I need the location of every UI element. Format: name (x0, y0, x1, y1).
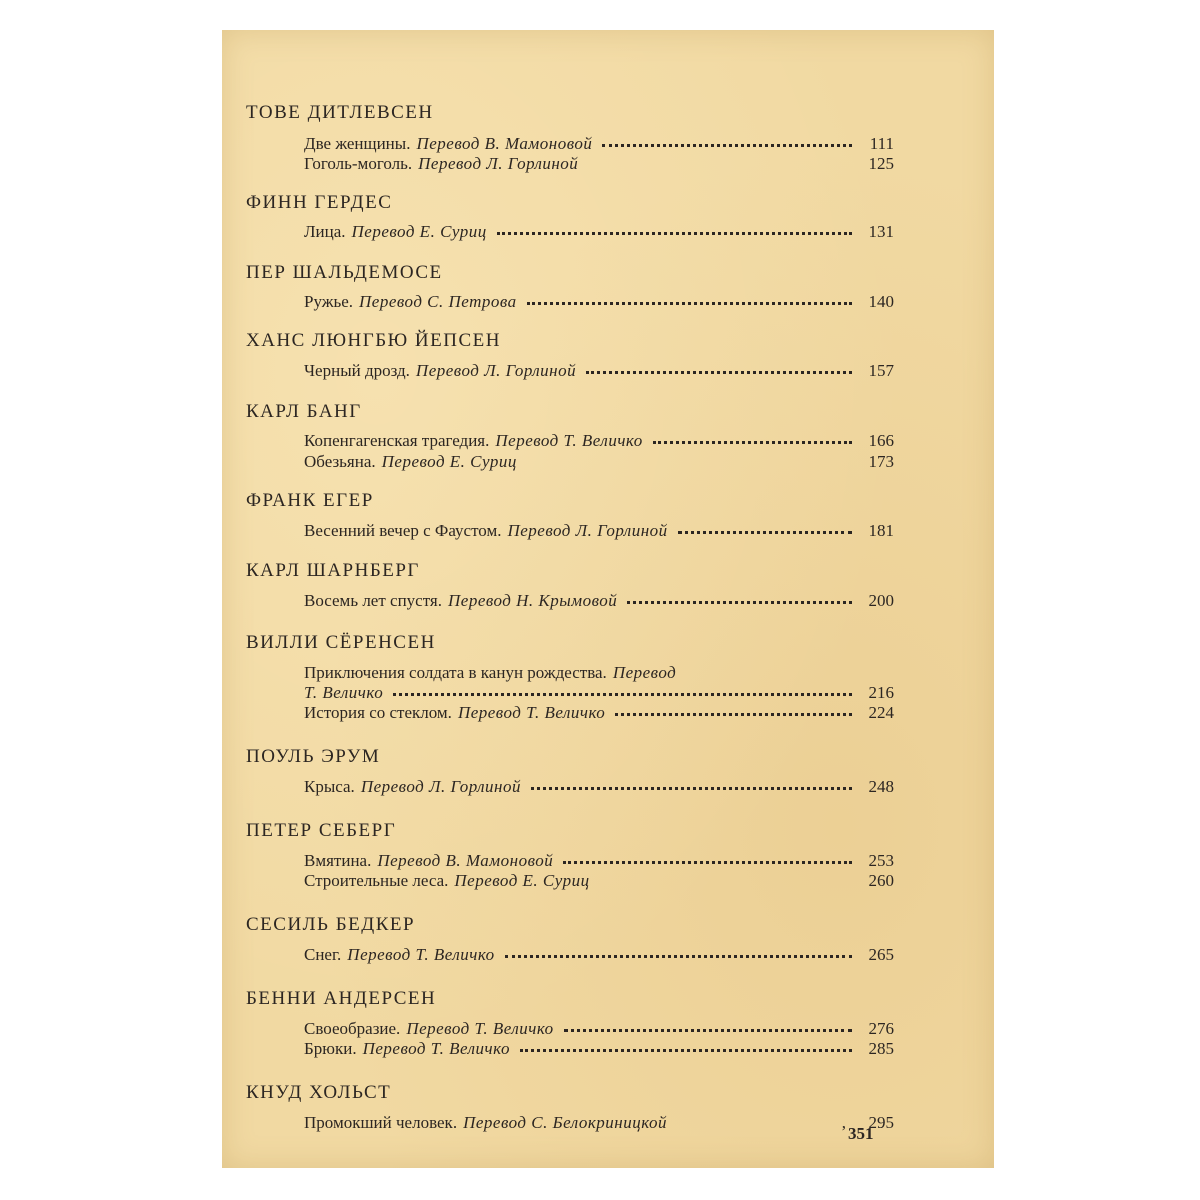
toc-entry (304, 591, 894, 611)
page-ref: 166 (868, 431, 894, 450)
toc-entry (304, 945, 894, 965)
toc-entry (304, 663, 894, 683)
story-title: Две женщины. (304, 134, 411, 153)
story-title: Брюки. (304, 1039, 357, 1058)
leader-dots (678, 531, 852, 534)
author-heading: ВИЛЛИ СЁРЕНСЕН (246, 632, 436, 653)
leader-dots (563, 861, 852, 864)
leader-dots (564, 1029, 852, 1032)
author-heading: ТОВЕ ДИТЛЕВСЕН (246, 102, 434, 123)
toc-entry (304, 871, 894, 891)
toc-entry (304, 361, 894, 381)
translator: Перевод В. Мамоновой (377, 851, 554, 870)
translator: Перевод Л. Горлиной (360, 777, 521, 796)
leader-dots (497, 232, 852, 235)
toc-entry (304, 521, 894, 541)
translator: Перевод Е. Суриц (381, 452, 517, 471)
toc-entry (304, 431, 894, 451)
page-ref: 276 (868, 1019, 894, 1038)
story-title: Строительные леса. (304, 871, 449, 890)
author-heading: ХАНС ЛЮНГБЮ ЙЕПСЕН (246, 330, 501, 351)
author-heading: ПЕР ШАЛЬДЕМОСЕ (246, 262, 443, 283)
author-heading: ФИНН ГЕРДЕС (246, 192, 393, 213)
leader-dots (653, 441, 852, 444)
leader-dots (615, 713, 852, 716)
page-ref: 140 (868, 292, 894, 311)
page-ref: 285 (868, 1039, 894, 1058)
story-title: Обезьяна. (304, 452, 376, 471)
toc-entry (304, 703, 894, 723)
translator: Перевод Т. Величко (406, 1019, 554, 1038)
leader-dots (602, 144, 852, 147)
toc-entry (304, 452, 894, 472)
story-title: Гоголь-моголь. (304, 154, 413, 173)
page-ref: 295 (868, 1113, 894, 1132)
page-ref: 253 (868, 851, 894, 870)
story-title: Весенний вечер с Фаустом. (304, 521, 502, 540)
translator: Перевод Т. Величко (347, 945, 495, 964)
author-heading: ФРАНК ЕГЕР (246, 490, 374, 511)
page-ref: 200 (868, 591, 894, 610)
toc-entry (304, 683, 894, 703)
story-title: Снег. (304, 945, 342, 964)
author-heading: КАРЛ ШАРНБЕРГ (246, 560, 420, 581)
toc-entry (304, 1039, 894, 1059)
author-heading: БЕННИ АНДЕРСЕН (246, 988, 437, 1009)
page-ref: 224 (868, 703, 894, 722)
author-heading: КАРЛ БАНГ (246, 401, 362, 422)
page-ref: 216 (868, 683, 894, 702)
leader-dots (586, 371, 852, 374)
page-ref: 181 (868, 521, 894, 540)
author-heading: КНУД ХОЛЬСТ (246, 1082, 392, 1103)
page-ref: 248 (868, 777, 894, 796)
toc-entry (304, 851, 894, 871)
translator: Перевод Л. Горлиной (418, 154, 579, 173)
translator: Т. Величко (304, 683, 384, 702)
page-ref: 111 (869, 134, 894, 153)
translator: Перевод В. Мамоновой (416, 134, 593, 153)
author-heading: ПЕТЕР СЕБЕРГ (246, 820, 397, 841)
story-title: Черный дрозд. (304, 361, 410, 380)
story-title: Копенгагенская трагедия. (304, 431, 490, 450)
toc-entry (304, 777, 894, 797)
leader-dots (531, 787, 852, 790)
toc-entry (304, 222, 894, 242)
translator: Перевод Т. Величко (495, 431, 643, 450)
toc-entry (304, 154, 894, 174)
story-title: Восемь лет спустя. (304, 591, 442, 610)
story-title: Лица. (304, 222, 346, 241)
story-title: Промокший человек. (304, 1113, 458, 1132)
translator: Перевод Т. Величко (457, 703, 606, 722)
page-number: 351 (848, 1124, 874, 1143)
page-ref: 265 (868, 945, 894, 964)
page-ref: 125 (868, 154, 894, 173)
toc-entry: Промокший человек. Перевод С. Белокриницкой , 295 (304, 1113, 894, 1132)
translator: Перевод Л. Горлиной (507, 521, 668, 540)
toc-entry (304, 134, 894, 154)
story-title: Своеобразие. (304, 1019, 401, 1038)
book-page (222, 30, 994, 1168)
translator: Перевод Н. Крымовой (448, 591, 618, 610)
translator: Перевод С. Петрова (359, 292, 517, 311)
story-title: Приключения солдата в канун рождества. (304, 663, 607, 682)
author-heading: СЕСИЛЬ БЕДКЕР (246, 914, 416, 935)
story-title: Ружье. (304, 292, 354, 311)
translator: Перевод (612, 663, 677, 682)
translator: Перевод Е. Суриц (351, 222, 487, 241)
story-title: История со стеклом. (304, 703, 452, 722)
leader-dots (520, 1049, 852, 1052)
leader-dots (627, 601, 852, 604)
page-ref: 260 (868, 871, 894, 890)
author-heading: ПОУЛЬ ЭРУМ (246, 746, 381, 767)
page-ref: 131 (868, 222, 894, 241)
translator: Перевод С. Белокриницкой (463, 1113, 668, 1132)
leader-dots (505, 955, 852, 958)
story-title: Крыса. (304, 777, 355, 796)
leader-dots (393, 693, 852, 696)
toc-entry (304, 292, 894, 312)
leader-dots (527, 302, 852, 305)
translator: Перевод Е. Суриц (454, 871, 590, 890)
story-title: Вмятина. (304, 851, 372, 870)
page-ref: 157 (868, 361, 894, 380)
page-ref: 173 (868, 452, 894, 471)
translator: Перевод Т. Величко (362, 1039, 510, 1058)
translator: Перевод Л. Горлиной (415, 361, 577, 380)
toc-entry (304, 1019, 894, 1039)
